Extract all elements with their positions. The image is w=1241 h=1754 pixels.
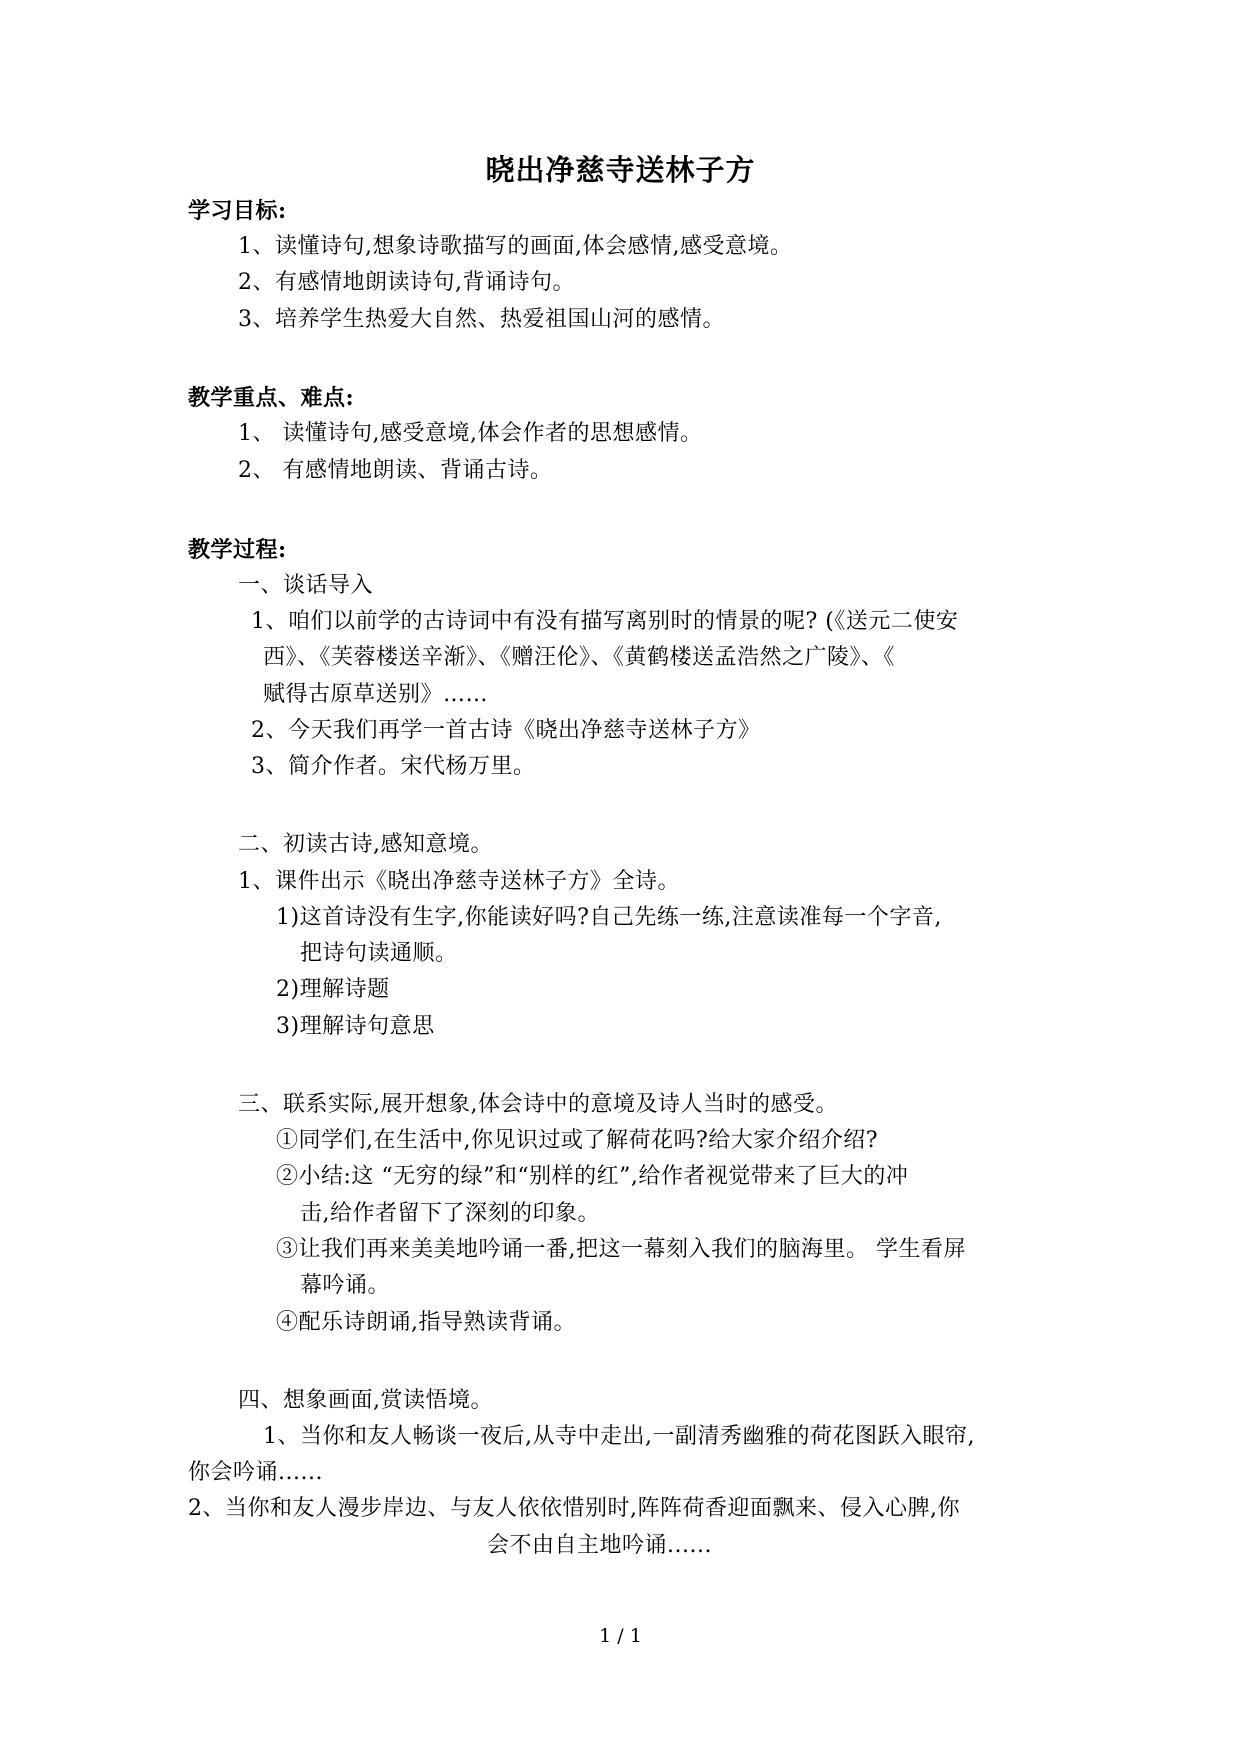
sub-item: 3)理解诗句意思: [276, 1014, 435, 1039]
section-title: 二、初读古诗,感知意境。: [238, 832, 493, 857]
objectives-heading: 学习目标:: [188, 198, 287, 224]
list-item: 1、当你和友人畅谈一夜后,从寺中走出,一副清秀幽雅的荷花图跃入眼帘,: [263, 1424, 975, 1449]
list-item: ③让我们再来美美地吟诵一番,把这一幕刻入我们的脑海里。 学生看屏: [276, 1237, 966, 1262]
list-item: 1、课件出示《晓出净慈寺送林子方》全诗。: [238, 869, 680, 894]
section-title: 四、想象画面,赏读悟境。: [238, 1388, 493, 1413]
list-item: 2、今天我们再学一首古诗《晓出净慈寺送林子方》: [251, 718, 761, 743]
list-item-continuation: 西》、《芙蓉楼送辛渐》、《赠汪伦》、《黄鹤楼送孟浩然之广陵》、《: [263, 645, 896, 670]
key-point-item: 1、 读懂诗句,感受意境,体会作者的思想感情。: [238, 421, 703, 446]
page-title: 晓出净慈寺送林子方: [485, 153, 756, 187]
list-item-continuation: 击,给作者留下了深刻的印象。: [300, 1201, 600, 1226]
list-item-continuation: 幕吟诵。: [300, 1273, 391, 1298]
section-title: 一、谈话导入: [238, 573, 374, 598]
sub-item: 2)理解诗题: [276, 977, 390, 1002]
sub-item-continuation: 把诗句读通顺。: [300, 941, 458, 966]
list-item: 2、当你和友人漫步岸边、与友人依依惜别时,阵阵荷香迎面飘来、侵入心脾,你: [188, 1496, 960, 1521]
list-item-continuation: 赋得古原草送别》……: [263, 682, 489, 707]
page-number: 1 / 1: [599, 1625, 642, 1647]
list-item: 3、简介作者。宋代杨万里。: [251, 754, 536, 779]
list-item: ②小结:这 “无穷的绿”和“别样的红”,给作者视觉带来了巨大的冲: [276, 1164, 909, 1189]
section-title: 三、联系实际,展开想象,体会诗中的意境及诗人当时的感受。: [238, 1092, 838, 1117]
objective-item: 2、有感情地朗读诗句,背诵诗句。: [238, 270, 575, 295]
key-point-item: 2、 有感情地朗读、背诵古诗。: [238, 458, 553, 483]
list-item: 1、咱们以前学的古诗词中有没有描写离别时的情景的呢? (《送元二使安: [251, 609, 959, 634]
key-points-heading: 教学重点、难点:: [188, 385, 355, 411]
process-heading: 教学过程:: [188, 537, 287, 563]
sub-item: 1)这首诗没有生字,你能读好吗?自己先练一练,注意读准每一个字音,: [276, 905, 942, 930]
list-item-continuation: 会不由自主地吟诵......: [487, 1533, 712, 1558]
objective-item: 3、培养学生热爱大自然、热爱祖国山河的感情。: [238, 307, 725, 332]
list-item-continuation: 你会吟诵......: [188, 1460, 323, 1485]
list-item: ④配乐诗朗诵,指导熟读背诵。: [276, 1310, 576, 1335]
objective-item: 1、读懂诗句,想象诗歌描写的画面,体会感情,感受意境。: [238, 234, 793, 259]
list-item: ①同学们,在生活中,你见识过或了解荷花吗?给大家介绍介绍?: [276, 1128, 879, 1153]
